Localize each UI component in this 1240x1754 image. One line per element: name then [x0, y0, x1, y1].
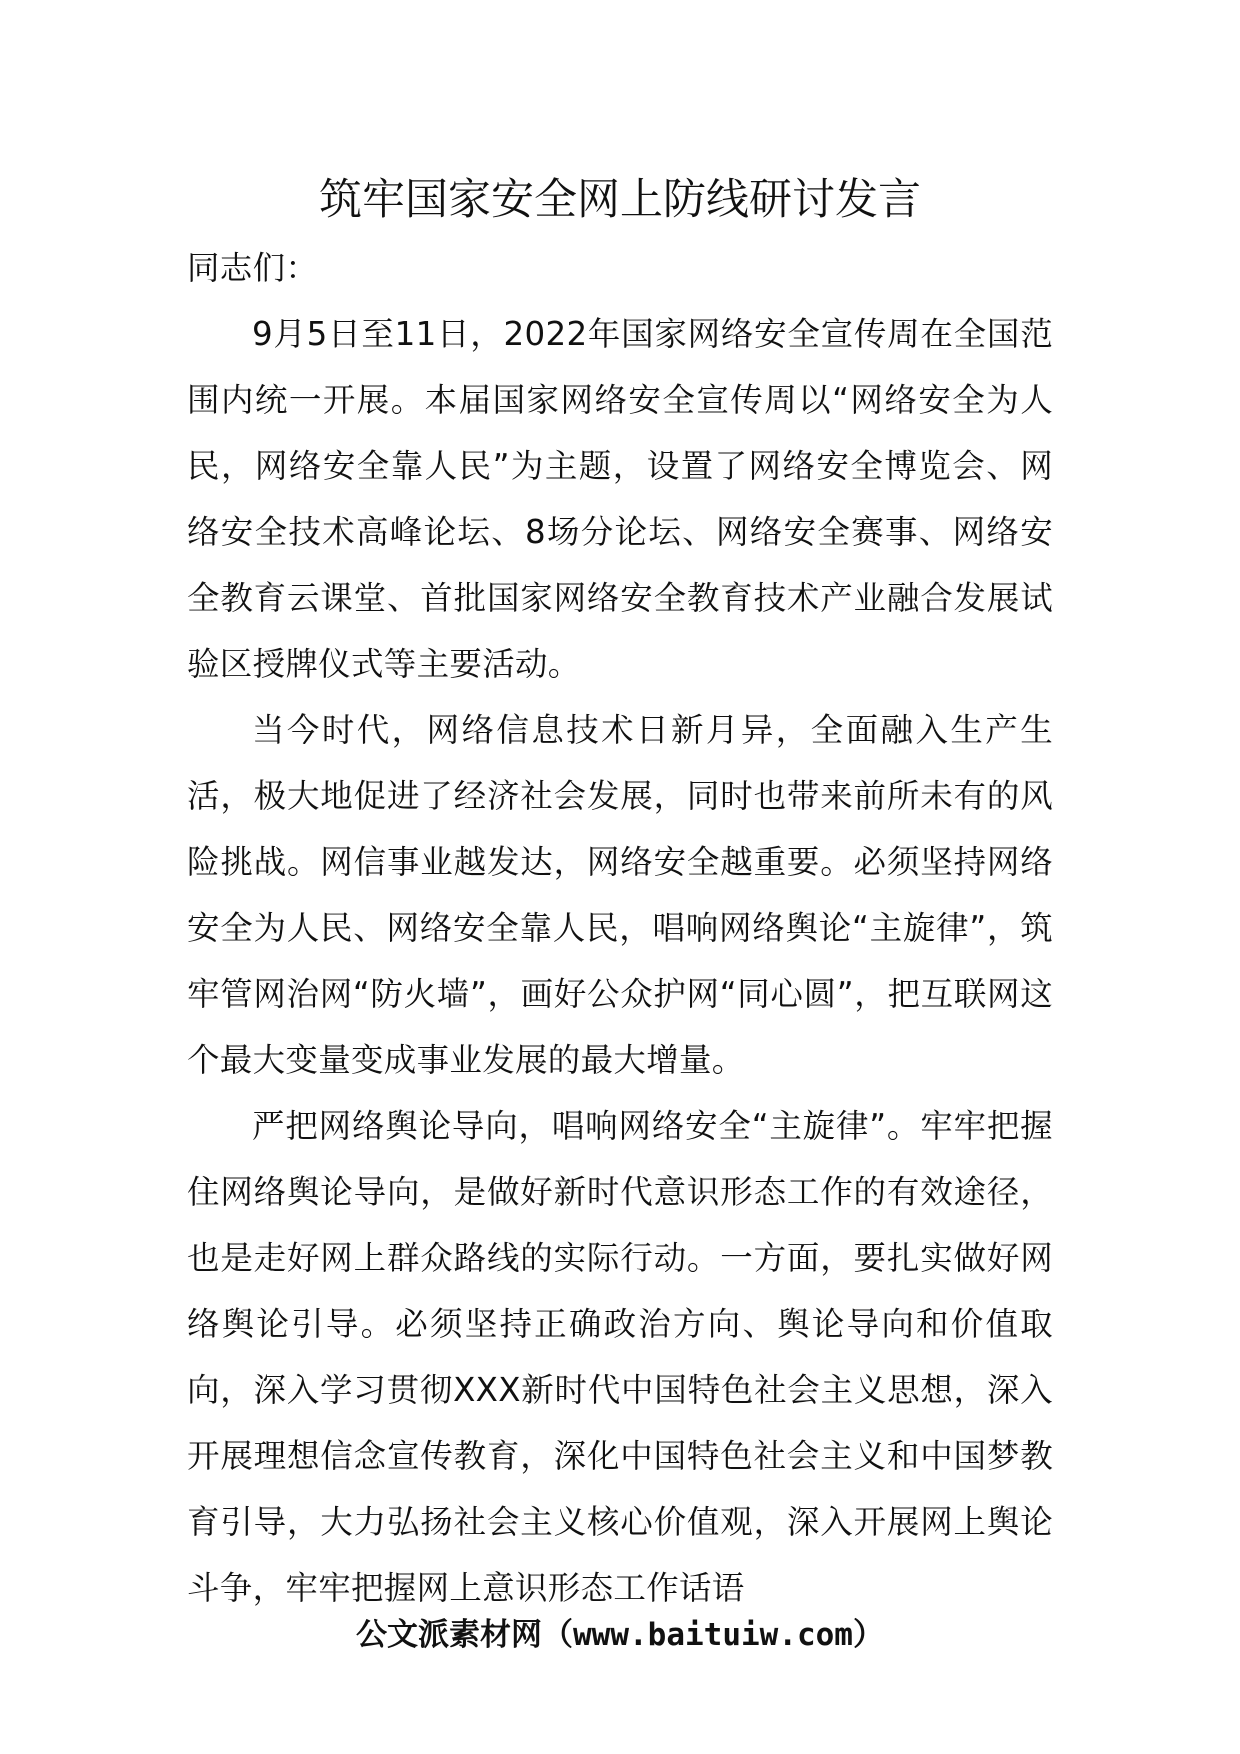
paragraph-current-era: 当今时代，网络信息技术日新月异，全面融入生产生活，极大地促进了经济社会发展，同时也带来前所未有的风险挑战。网信事业越发达，网络安全越重要。必须坚持网络安全为人民、网络安全靠人民，唱响网络舆论“主旋律”，筑牢管网治网“防火墙”，画好公众护网“同心圆”，把互联网这个最大变量变成事业发展的最大增量。	[187, 711, 1053, 1079]
paragraph-publicity-week: 9月5日至11日，2022年国家网络安全宣传周在全国范围内统一开展。本届国家网络安全宣传周以“网络安全为人民，网络安全靠人民”为主题，设置了网络安全博览会、网络安全技术高峰论坛、8场分论坛、网络安全赛事、网络安全教育云课堂、首批国家网络安全教育技术产业融合发展试验区授牌仪式等主要活动。	[187, 315, 1053, 683]
document-title: 筑牢国家安全网上防线研讨发言	[319, 175, 921, 225]
paragraph-public-opinion: 严把网络舆论导向，唱响网络安全“主旋律”。牢牢把握住网络舆论导向，是做好新时代意识形态工作的有效途径，也是走好网上群众路线的实际行动。一方面，要扎实做好网络舆论引导。必须坚持正确政治方向、舆论导向和价值取向，深入学习贯彻XXX新时代中国特色社会主义思想，深入开展理想信念宣传教育，深化中国特色社会主义和中国梦教育引导，大力弘扬社会主义核心价值观，深入开展网上舆论斗争，牢牢把握网上意识形态工作话语	[187, 1107, 1053, 1607]
salutation: 同志们：	[187, 249, 319, 287]
document-body	[187, 235, 1053, 1621]
footer-watermark: 公文派素材网（www.baituiw.com）	[356, 1617, 884, 1653]
